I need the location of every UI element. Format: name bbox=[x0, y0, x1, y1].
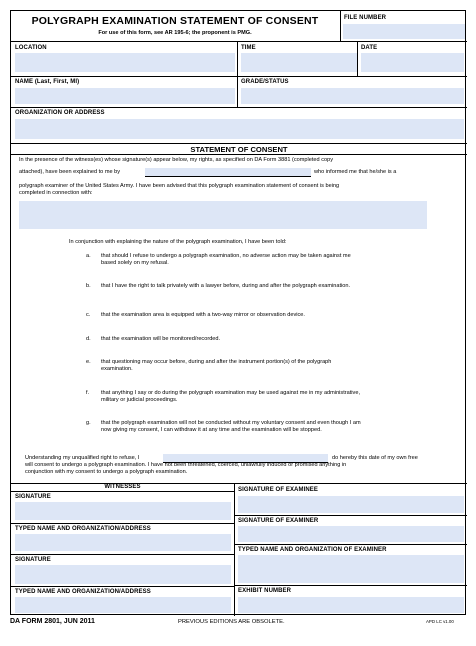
examinee-signature-field[interactable] bbox=[238, 496, 464, 513]
divider bbox=[11, 491, 234, 492]
statement-title: STATEMENT OF CONSENT bbox=[190, 145, 288, 154]
witness-2-signature-field[interactable] bbox=[15, 565, 231, 584]
witness-signature-field[interactable] bbox=[15, 502, 231, 520]
apd-version: APD LC v1.00 bbox=[426, 619, 454, 624]
statement-line-2b: who informed me that he/she is a bbox=[314, 169, 397, 175]
grade-status-label: GRADE/STATUS bbox=[241, 79, 289, 85]
item-text: that should I refuse to undergo a polygraph examination, no adverse action may be taken against me based solely on my refusal. bbox=[101, 253, 351, 266]
divider bbox=[234, 544, 467, 545]
divider bbox=[11, 41, 467, 42]
item-letter: a. bbox=[86, 253, 91, 259]
witness-2-typed-name-field[interactable] bbox=[15, 597, 231, 613]
examinee-signature-label: SIGNATURE OF EXAMINEE bbox=[238, 487, 318, 493]
header-divider bbox=[340, 11, 341, 41]
examiner-signature-label: SIGNATURE OF EXAMINER bbox=[238, 518, 319, 524]
editions-note: PREVIOUS EDITIONS ARE OBSOLETE. bbox=[178, 619, 285, 625]
closing-line-1b: do hereby this date of my own free bbox=[332, 455, 418, 461]
examiner-typed-name-field[interactable] bbox=[238, 555, 464, 583]
organization-label: ORGANIZATION OR ADDRESS bbox=[15, 110, 105, 116]
underline bbox=[145, 176, 311, 177]
file-number-label: FILE NUMBER bbox=[344, 15, 387, 21]
signature-column-divider bbox=[234, 483, 235, 616]
divider bbox=[237, 76, 238, 107]
item-text: that the examination will be monitored/recorded. bbox=[101, 336, 221, 342]
form-title: POLYGRAPH EXAMINATION STATEMENT OF CONSENT bbox=[31, 15, 319, 27]
divider bbox=[234, 515, 467, 516]
time-label: TIME bbox=[241, 45, 256, 51]
file-number-field[interactable] bbox=[343, 24, 465, 39]
location-label: LOCATION bbox=[15, 45, 47, 51]
divider bbox=[234, 585, 467, 586]
statement-line-3: polygraph examiner of the United States Army. I have been advised that this polygraph examination statement of consent is being bbox=[19, 183, 340, 189]
date-field[interactable] bbox=[361, 53, 464, 72]
divider bbox=[357, 41, 358, 76]
item-text: that the polygraph examination will not be conducted without my voluntary consent and even though I am now giving my consent, I can withdraw it at any time and the examination will be stopped. bbox=[101, 420, 361, 433]
name-field[interactable] bbox=[15, 88, 235, 104]
closing-line-3: conjunction with my consent to undergo a polygraph examination. bbox=[25, 469, 188, 475]
item-text: that the examination area is equipped with a two-way mirror or observation device. bbox=[101, 312, 305, 318]
location-field[interactable] bbox=[15, 53, 235, 72]
item-letter: c. bbox=[86, 312, 91, 318]
name-label: NAME (Last, First, MI) bbox=[15, 79, 80, 85]
form-subtitle: For use of this form, see AR 195-6; the proponent is PMG. bbox=[98, 30, 252, 36]
divider bbox=[11, 76, 467, 77]
witness-signature-label: SIGNATURE bbox=[15, 494, 51, 500]
divider bbox=[11, 107, 467, 108]
consent-form bbox=[10, 10, 466, 615]
statement-intro: In conjunction with explaining the nature of the polygraph examination, I have been told: bbox=[69, 239, 287, 245]
examiner-typed-name-label: TYPED NAME AND ORGANIZATION OF EXAMINER bbox=[238, 547, 387, 553]
item-text: that I have the right to talk privately with a lawyer before, during and after the polygraph examination. bbox=[101, 283, 351, 289]
witness-2-signature-label: SIGNATURE bbox=[15, 557, 51, 563]
item-text: that questioning may occur before, during and after the instrument portion(s) of the polygraph examination. bbox=[101, 359, 332, 372]
item-letter: g. bbox=[86, 420, 91, 426]
divider bbox=[11, 554, 234, 555]
closing-line-2: will consent to undergo a polygraph examination. I have not been threatened, coerced, unlawfully induced or promised anything in bbox=[25, 462, 347, 468]
statement-line-1: In the presence of the witness(es) whose signature(s) appear below, my rights, as specified on DA Form 3881 (completed copy bbox=[19, 157, 334, 163]
item-letter: f. bbox=[86, 390, 90, 396]
grade-status-field[interactable] bbox=[241, 88, 464, 104]
divider bbox=[11, 143, 467, 144]
statement-line-4: completed in connection with: bbox=[19, 190, 93, 196]
witness-typed-name-field[interactable] bbox=[15, 534, 231, 551]
connection-field[interactable] bbox=[19, 201, 427, 229]
date-label: DATE bbox=[361, 45, 378, 51]
closing-line-1a: Understanding my unqualified right to refuse, I bbox=[25, 455, 140, 461]
examinee-name-field[interactable] bbox=[163, 454, 328, 462]
item-text: that anything I say or do during the polygraph examination may be used against me in my administrative, military or judicial proceedings. bbox=[101, 390, 361, 403]
witness-typed-name-label: TYPED NAME AND ORGANIZATION/ADDRESS bbox=[15, 526, 151, 532]
exhibit-number-label: EXHIBIT NUMBER bbox=[238, 588, 292, 594]
item-letter: e. bbox=[86, 359, 91, 365]
witness-2-typed-name-label: TYPED NAME AND ORGANIZATION/ADDRESS bbox=[15, 589, 151, 595]
divider bbox=[11, 523, 234, 524]
organization-field[interactable] bbox=[15, 119, 464, 139]
examiner-name-field[interactable] bbox=[145, 168, 311, 176]
form-id: DA FORM 2801, JUN 2011 bbox=[10, 618, 95, 625]
divider bbox=[237, 41, 238, 76]
item-letter: b. bbox=[86, 283, 91, 289]
exhibit-number-field[interactable] bbox=[238, 597, 464, 613]
statement-line-2a: attached), have been explained to me by bbox=[19, 169, 121, 175]
examiner-signature-field[interactable] bbox=[238, 526, 464, 542]
divider bbox=[11, 586, 234, 587]
divider bbox=[11, 154, 467, 155]
item-letter: d. bbox=[86, 336, 91, 342]
time-field[interactable] bbox=[241, 53, 357, 72]
witnesses-heading: WITNESSES bbox=[104, 484, 141, 490]
